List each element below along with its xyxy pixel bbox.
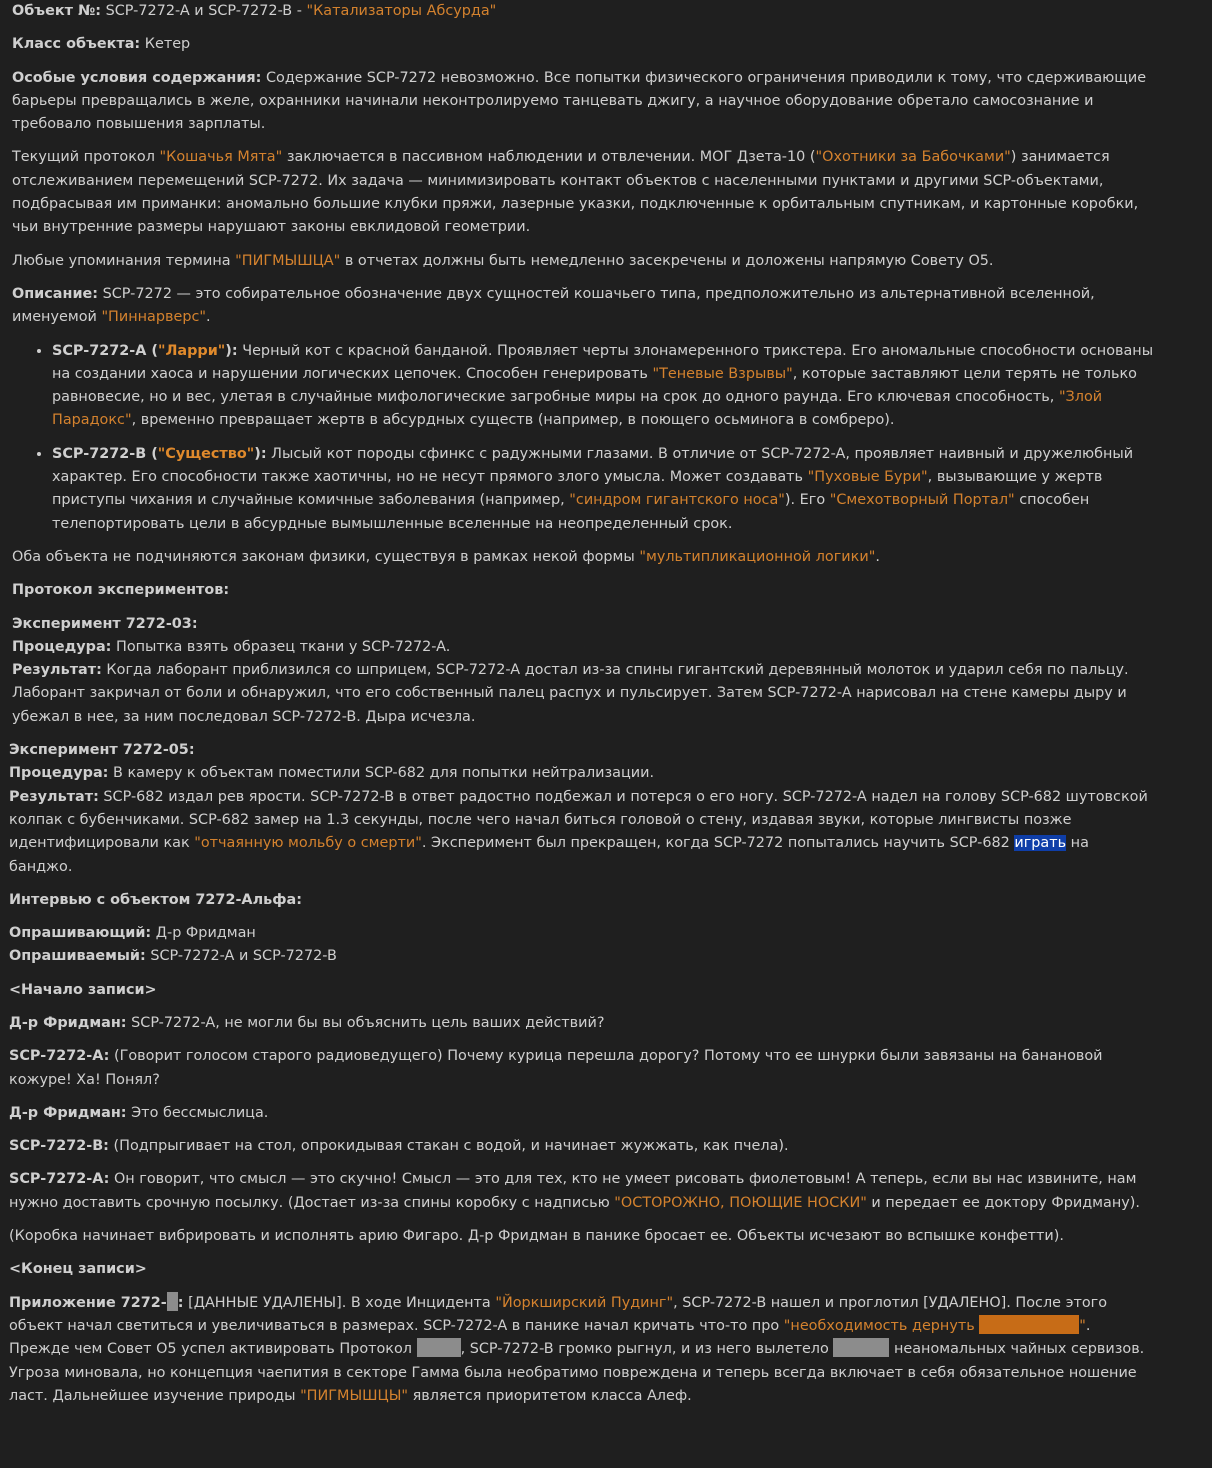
- interviewer-label: Опрашивающий:: [9, 925, 152, 942]
- speaker: SCP-7272-A:: [9, 1171, 110, 1188]
- text-span: ). Его: [784, 492, 830, 509]
- addendum-label-end: :: [177, 1294, 184, 1311]
- ability-name: "Смехотворный Портал": [829, 492, 1015, 509]
- experiment-procedure: [9, 762, 1154, 785]
- entity-id-end: ):: [225, 342, 238, 359]
- logic-term: "мультипликационной логики": [639, 548, 876, 565]
- interview-title: Интервью с объектом 7272-Альфа:: [9, 891, 302, 908]
- entity-item-b: [52, 443, 1154, 536]
- text-span: Попытка взять образец ткани у SCP-7272-A.: [111, 638, 451, 655]
- entity-id: SCP-7272-B (: [52, 445, 158, 462]
- quote-start: "необходимость дернуть: [783, 1317, 980, 1334]
- experiment-result: [9, 786, 1154, 879]
- text-span: Лысый кот породы сфинкс с радужными глазами. В отличие от SCP-7272-A, проявляет наивный и дружелюбный характер. Его способности также хаотичны, но не несут прямого злого умысла. Может создавать: [52, 445, 1134, 486]
- text-span: SCP-7272-A, не могли бы вы объяснить цель ваших действий?: [126, 1014, 605, 1031]
- object-class-value: Кетер: [140, 36, 191, 53]
- physics-paragraph: [12, 546, 1154, 569]
- universe-name: "Пиннарверс": [101, 309, 207, 326]
- text-span: , вызывающие у жертв приступы чихания и случайные комичные заболевания (например,: [52, 469, 1103, 509]
- text-span: неаномальных чайных сервизов. Угроза миновала, но концепция чаепития в секторе Гамма была необратимо повреждена и теперь всегда включает в себя обязательное ношение ласт. Дальнейшее изучение природы: [9, 1341, 1145, 1404]
- interviewer-name: Д-р Фридман: [151, 925, 256, 942]
- protocol-name: "Кошачья Мята": [159, 149, 283, 166]
- entity-nick: "Ларри": [157, 342, 226, 359]
- text-span: Это бессмыслица.: [126, 1104, 269, 1121]
- text-span: на банджо.: [9, 835, 1089, 875]
- addendum-paragraph: [9, 1292, 1154, 1408]
- ability-name: "Злой Парадокс": [52, 389, 1103, 429]
- result-label: Результат:: [9, 788, 99, 805]
- text-span: Он говорит, что смысл — это скучно! Смысл — это для тех, кто не умеет рисовать фиолетовым! А теперь, если вы нас извините, нам нужно доставить срочную посылку. (Достает из-за спины коробку с надписью: [9, 1171, 1137, 1211]
- object-class-line: [12, 33, 1154, 56]
- term-paragraph: [12, 250, 1154, 273]
- redaction-bar: [417, 1338, 461, 1357]
- interview-participants: [9, 922, 1154, 969]
- speaker: Д-р Фридман:: [9, 1104, 127, 1121]
- containment-paragraph: [12, 67, 1154, 137]
- object-class-label: Класс объекта:: [12, 36, 141, 53]
- experiment-title: Эксперимент 7272-05:: [9, 742, 195, 759]
- description-paragraph: [12, 283, 1154, 330]
- entity-list: [12, 340, 1154, 536]
- text-span: . Прежде чем Совет О5 успел активировать Протокол: [9, 1317, 1091, 1358]
- interview-closing: (Коробка начинает вибрировать и исполнять арию Фигаро. Д-р Фридман в панике бросает ее. Объекты исчезают во вспышке конфетти).: [9, 1228, 1064, 1245]
- experiment-block: [9, 739, 1154, 879]
- experiment-block: [12, 613, 1154, 729]
- protocol-paragraph: [12, 146, 1154, 239]
- text-span: SCP-682 издал рев ярости. SCP-7272-B в ответ радостно подбежал и потерся о его ногу. SCP-7272-A надел на голову SCP-682 шутовской колпак с бубенчиками. SCP-682 замер на 1.3 секунды, после чего начал биться головой о стену, издавая звуки, которые лингвисты позже идентифицировали как: [9, 788, 1148, 852]
- interview-line: [9, 1168, 1154, 1215]
- interviewee-label: Опрашиваемый:: [9, 948, 146, 965]
- term-name: "ПИГМЫШЦЫ": [300, 1387, 409, 1404]
- text-span: .: [875, 548, 880, 565]
- text-span: (Говорит голосом старого радиоведущего) Почему курица перешла дорогу? Потому что ее шнурки были завязаны на банановой кожуре! Ха! Понял?: [9, 1048, 1103, 1088]
- text-span: является приоритетом класса Алеф.: [408, 1387, 692, 1404]
- record-end: <Конец записи>: [9, 1261, 147, 1278]
- containment-label: Особые условия содержания:: [12, 69, 262, 86]
- entity-id: SCP-7272-A (: [52, 342, 158, 359]
- object-name: "Катализаторы Абсурда": [306, 3, 497, 19]
- containment-text: Содержание SCP-7272 невозможно. Все попытки физического ограничения приводили к тому, что сдерживающие барьеры превращались в желе, охранники начинали неконтролируемо танцевать джигу, а научное оборудование обретало самосознание и требовало повышения зарплаты.: [12, 69, 1147, 133]
- speaker: SCP-7272-B:: [9, 1138, 109, 1155]
- quote-end: ": [1079, 1317, 1086, 1334]
- result-quote: "отчаянную мольбу о смерти": [194, 835, 422, 852]
- ability-name: "синдром гигантского носа": [569, 492, 785, 509]
- interview-line: [9, 1102, 1154, 1125]
- speaker: SCP-7272-A:: [9, 1048, 110, 1065]
- interview-line: [9, 1012, 1154, 1035]
- text-span: , временно превращает жертв в абсурдных существ (например, в поющего осьминога в сомбреро).: [131, 412, 895, 429]
- entity-item-a: [52, 340, 1154, 433]
- procedure-label: Процедура:: [9, 765, 109, 782]
- text-span: В камеру к объектам поместили SCP-682 для попытки нейтрализации.: [108, 765, 655, 782]
- text-span: Черный кот с красной банданой. Проявляет черты злонамеренного трикстера. Его аномальные способности основаны на создании хаоса и нарушении логических цепочек. Способен генерировать: [52, 342, 1154, 382]
- text-span: Любые упоминания термина: [12, 252, 236, 269]
- experiments-title: Протокол экспериментов:: [12, 582, 230, 599]
- text-span: .: [206, 309, 211, 326]
- text-span: способен телепортировать цели в абсурдные вымышленные вселенные на неопределенный срок.: [52, 492, 1090, 532]
- text-span: . Эксперимент был прекращен, когда SCP-7272 попытались научить SCP-682: [421, 835, 1015, 852]
- text-span: в отчетах должны быть немедленно засекречены и доложены напрямую Совету О5.: [340, 252, 994, 269]
- object-number-line: [12, 0, 1154, 23]
- text-span: заключается в пассивном наблюдении и отвлечении. МОГ Дзета-10 (: [282, 149, 816, 166]
- text-span: и передает ее доктору Фридману).: [866, 1194, 1140, 1211]
- entity-nick: "Существо": [157, 445, 255, 462]
- mog-name: "Охотники за Бабочками": [815, 149, 1011, 166]
- text-span: [ДАННЫЕ УДАЛЕНЫ]. В ходе Инцидента: [183, 1294, 496, 1311]
- interview-section: [9, 889, 1154, 1408]
- speaker: Д-р Фридман:: [9, 1014, 127, 1031]
- experiment-title: Эксперимент 7272-03:: [12, 615, 198, 632]
- term-name: "ПИГМЫШЦА": [235, 252, 341, 269]
- entity-id-end: ):: [254, 445, 267, 462]
- selected-text[interactable]: играть: [1014, 835, 1067, 852]
- result-label: Результат:: [12, 662, 102, 679]
- redaction-bar: [833, 1338, 889, 1357]
- text-span: ) занимается отслеживанием перемещений SCP-7272. Их задача — минимизировать контакт объектов с населенными пунктами и другими SCP-объектами, подбрасывая им приманки: аномально большие клубки пряжи, лазерные указки, подключенные к орбитальным спутникам, и картонные коробки, чьи внутренние размеры нарушают законы евклидовой геометрии.: [12, 149, 1139, 236]
- text-span: SCP-7272 — это собирательное обозначение двух сущностей кошачьего типа, предположительно из альтернативной вселенной, именуемой: [12, 285, 1095, 326]
- object-ids: SCP-7272-A и SCP-7272-B -: [101, 3, 307, 19]
- text-span: Оба объекта не подчиняются законам физики, существуя в рамках некой формы: [12, 548, 640, 565]
- procedure-label: Процедура:: [12, 638, 112, 655]
- text-span: Текущий протокол: [12, 149, 160, 166]
- experiment-procedure: [12, 636, 1154, 659]
- description-label: Описание:: [12, 285, 99, 302]
- incident-name: "Йоркширский Пудинг": [495, 1294, 674, 1311]
- interview-line: [9, 1045, 1154, 1092]
- ability-name: "Пуховые Бури": [807, 469, 928, 486]
- text-span: , SCP-7272-B громко рыгнул, и из него вылетело: [460, 1341, 834, 1358]
- redaction-bar: [167, 1292, 178, 1311]
- object-number-label: Объект №:: [12, 3, 102, 19]
- redaction-bar: [979, 1315, 1079, 1334]
- interview-line: [9, 1135, 1154, 1158]
- box-label-quote: "ОСТОРОЖНО, ПОЮЩИЕ НОСКИ": [614, 1194, 867, 1211]
- text-span: , SCP-7272-B нашел и проглотил [УДАЛЕНО]. После этого объект начал светиться и увеличиваться в размерах. SCP-7272-A в панике начал кричать что-то про: [9, 1294, 1108, 1334]
- interviewee-name: SCP-7272-A и SCP-7272-B: [145, 948, 337, 965]
- text-span: Когда лаборант приблизился со шприцем, SCP-7272-A достал из-за спины гигантский деревянный молоток и ударил себя по пальцу. Лаборант закричал от боли и обнаружил, что его собственный палец распух и пульсирует. Затем SCP-7272-A нарисовал на стене камеры дыру и убежал в нее, за ним последовал SCP-7272-B. Дыра исчезла.: [12, 662, 1129, 725]
- addendum-label: Приложение 7272-: [9, 1294, 167, 1311]
- text-span: , которые заставляют цели терять не только равновесие, но и вес, улетая в случайные мифологические загробные миры на срок до одного раунда. Его ключевая способность,: [52, 365, 1137, 406]
- record-start: <Начало записи>: [9, 981, 157, 998]
- text-span: (Подпрыгивает на стол, опрокидывая стакан с водой, и начинает жужжать, как пчела).: [108, 1138, 789, 1155]
- experiment-result: [12, 659, 1154, 729]
- ability-name: "Теневые Взрывы": [652, 365, 793, 382]
